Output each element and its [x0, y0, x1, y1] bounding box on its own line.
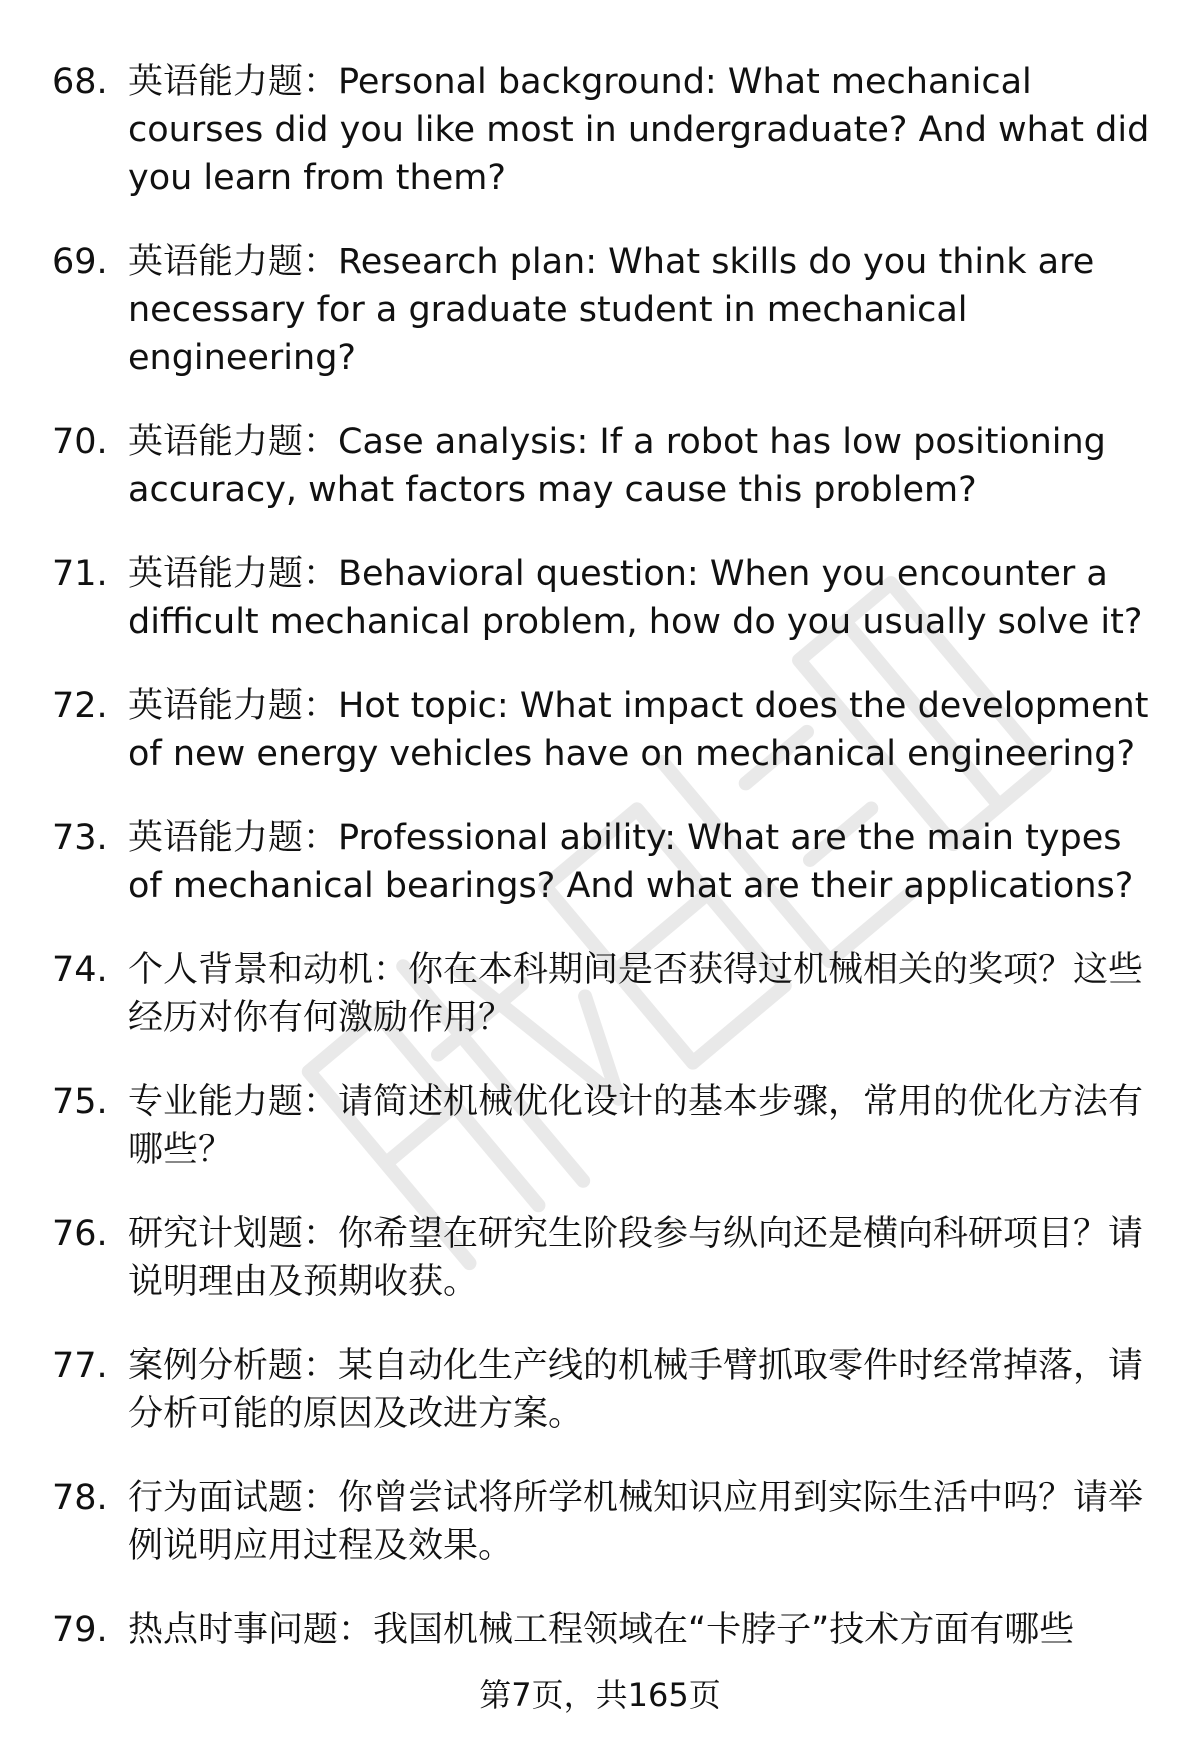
question-item: [52, 58, 1162, 202]
question-text: 专业能力题：请简述机械优化设计的基本步骤，常用的优化方法有哪些？: [128, 1082, 1144, 1170]
question-number: 72.: [52, 686, 108, 726]
question-text: 英语能力题：Hot topic: What impact does the development of new energy vehicles have on mechanical engineering?: [128, 686, 1149, 774]
question-item: [52, 1474, 1162, 1570]
question-item: [52, 1210, 1162, 1306]
question-text: 英语能力题：Behavioral question: When you encounter a difficult mechanical problem, how do you usually solve it?: [128, 554, 1143, 642]
question-text: 个人背景和动机：你在本科期间是否获得过机械相关的奖项？这些经历对你有何激励作用？: [128, 950, 1144, 1038]
question-item: [52, 418, 1162, 514]
question-text: 研究计划题：你希望在研究生阶段参与纵向还是横向科研项目？请说明理由及预期收获。: [128, 1214, 1144, 1302]
question-item: [52, 550, 1162, 646]
question-item: [52, 238, 1162, 382]
question-number: 77.: [52, 1346, 108, 1386]
question-item: [52, 1078, 1162, 1174]
question-number: 76.: [52, 1214, 108, 1254]
question-text: 英语能力题：Case analysis: If a robot has low positioning accuracy, what factors may cause this problem?: [128, 422, 1106, 510]
question-number: 69.: [52, 242, 108, 282]
question-item: [52, 682, 1162, 778]
question-text: 英语能力题：Professional ability: What are the main types of mechanical bearings? And what are their applications?: [128, 818, 1134, 906]
question-number: 78.: [52, 1478, 108, 1518]
question-number: 74.: [52, 950, 108, 990]
question-item: [52, 1606, 1162, 1654]
question-text: 英语能力题：Research plan: What skills do you think are necessary for a graduate student in mechanical engineering?: [128, 242, 1095, 378]
page-number-footer: 第7页，共165页: [479, 1676, 721, 1714]
question-text: 英语能力题：Personal background: What mechanical courses did you like most in undergraduate? And what did you learn from them?: [128, 62, 1150, 198]
question-number: 79.: [52, 1610, 108, 1650]
question-list: [52, 58, 1162, 1654]
question-text: 案例分析题：某自动化生产线的机械手臂抓取零件时经常掉落，请分析可能的原因及改进方案。: [128, 1346, 1144, 1434]
question-item: [52, 814, 1162, 910]
question-number: 70.: [52, 422, 108, 462]
question-item: [52, 1342, 1162, 1438]
question-number: 75.: [52, 1082, 108, 1122]
question-item: [52, 946, 1162, 1042]
question-number: 71.: [52, 554, 108, 594]
question-number: 68.: [52, 62, 108, 102]
question-number: 73.: [52, 818, 108, 858]
question-text: 行为面试题：你曾尝试将所学机械知识应用到实际生活中吗？请举例说明应用过程及效果。: [128, 1478, 1144, 1566]
question-text: 热点时事问题：我国机械工程领域在“卡脖子”技术方面有哪些: [128, 1610, 1075, 1650]
